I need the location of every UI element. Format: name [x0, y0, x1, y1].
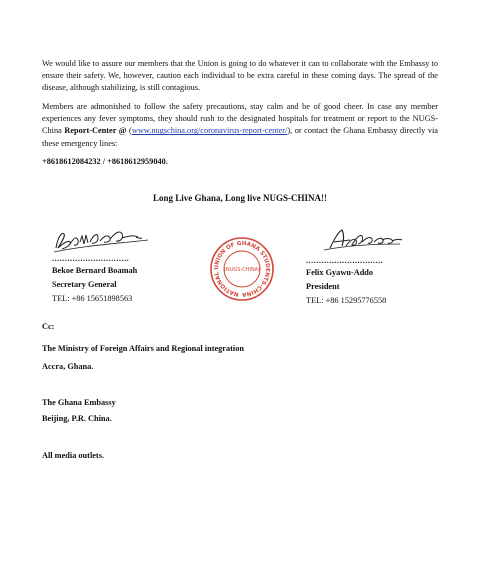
president-signature — [320, 226, 404, 254]
signature-line: .............................. — [306, 256, 384, 265]
svg-text:NATIONAL UNION OF GHANA STUDEN: NATIONAL UNION OF GHANA STUDENTS-CHINA — [213, 240, 271, 298]
cc-ministry: The Ministry of Foreign Affairs and Regional integration — [42, 344, 244, 353]
cc-ministry-location: Accra, Ghana. — [42, 362, 94, 371]
secretary-phone: TEL: +86 15651898563 — [52, 294, 133, 303]
paragraph-precautions — [42, 101, 438, 150]
secretary-signature-block — [52, 254, 137, 306]
emergency-phones: +8618612084232 / +8618612959040. — [42, 157, 168, 166]
president-signature-block — [306, 256, 386, 308]
precautions-text: Members are admonished to follow the safety precautions, stay calm and be of good cheer. In case any member experiences any fever symptoms, they should rush to the designated hospitals for treatment or report to the NUGS-China — [42, 102, 438, 136]
cc-label: Cc: — [42, 322, 55, 331]
paragraph-assurance: We would like to assure our members that the Union is going to do whatever it can to collaborate with the Embassy to ensure their safety. We, however, caution each individual to be extra careful in these coming days. The spread of the disease, although stabilizing, is still contagious. — [42, 59, 438, 93]
precautions-text-end: ), or contact the Ghana Embassy directly via these emergency lines: — [42, 126, 438, 148]
president-title: President — [306, 282, 340, 291]
motto: Long Live Ghana, Long live NUGS-CHINA!! — [152, 193, 328, 203]
president-phone: TEL: +86 15295776558 — [306, 296, 387, 305]
union-seal-stamp — [205, 236, 279, 302]
secretary-signature — [52, 226, 152, 256]
cc-embassy-location: Beijing, P.R. China. — [42, 414, 112, 423]
paren-open: ( — [126, 126, 132, 136]
cc-media: All media outlets. — [42, 451, 104, 460]
svg-text:(NUGS-CHINA): (NUGS-CHINA) — [223, 267, 261, 273]
president-name: Felix Gyawu-Addo — [306, 268, 374, 277]
report-center-label: Report-Center @ — [64, 126, 127, 136]
cc-embassy: The Ghana Embassy — [42, 398, 116, 407]
secretary-title: Secretary General — [52, 280, 117, 289]
signature-line: .............................. — [52, 254, 130, 263]
secretary-name: Bekoe Bernard Boamah — [52, 266, 138, 275]
report-center-link[interactable]: www.nugschina.org/coronavirus-report-center/ — [131, 126, 288, 136]
